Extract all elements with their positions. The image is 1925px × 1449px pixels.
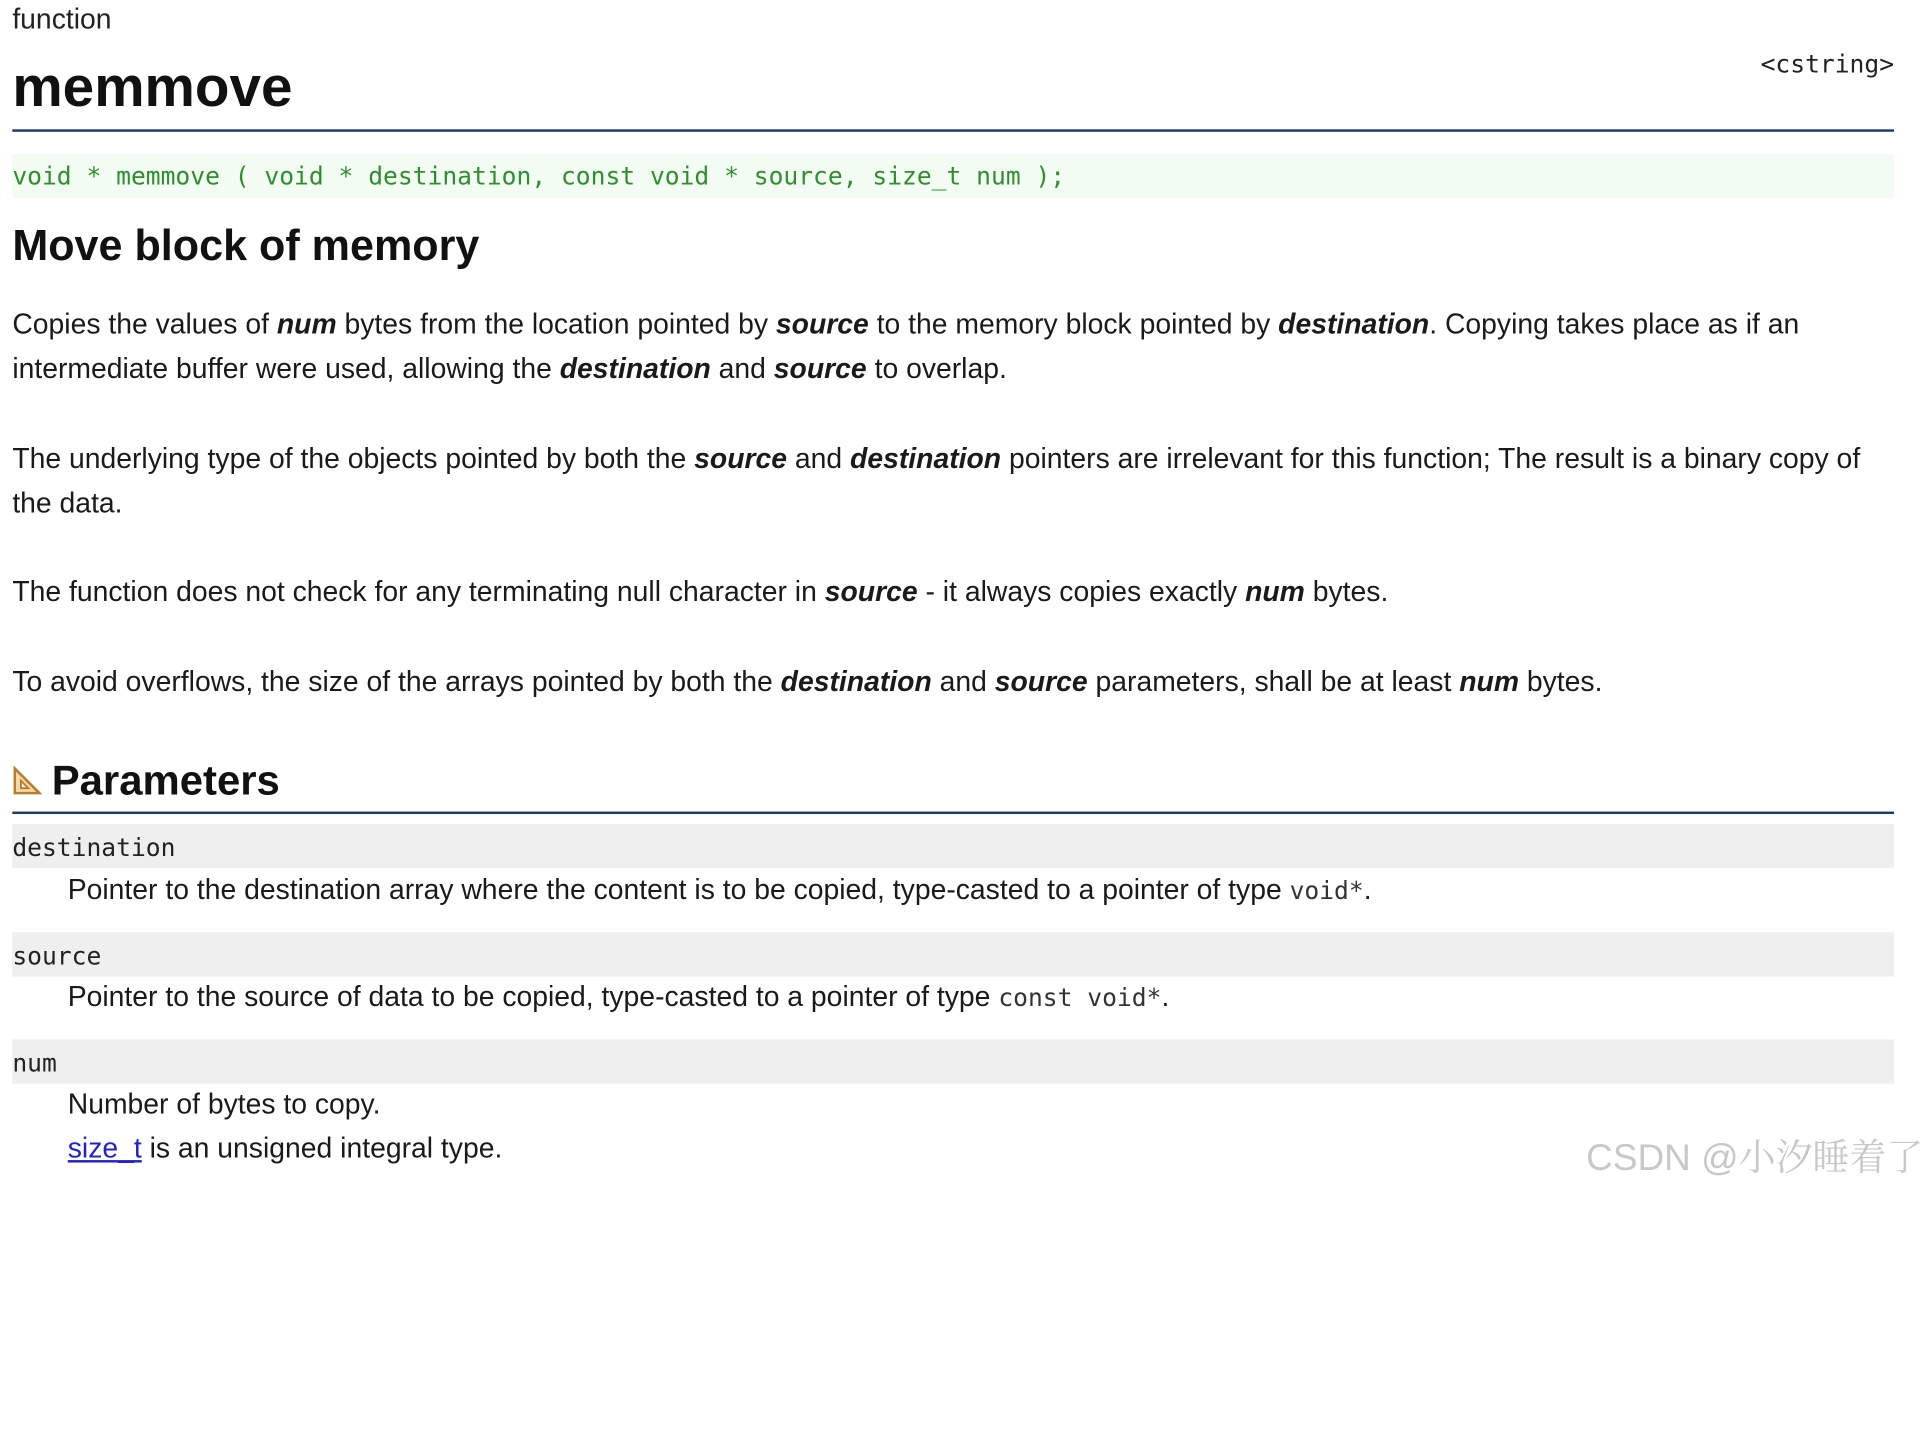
param-name: destination [12, 832, 176, 863]
entity-kind: function [12, 2, 112, 35]
watermark: CSDN @小汐睡着了 [1586, 1137, 1924, 1179]
function-prototype: void * memmove ( void * destination, const void * source, size_t num ); [12, 161, 1066, 191]
code-type: void* [1289, 875, 1364, 906]
text: . [1363, 873, 1372, 906]
page-title: memmove [12, 54, 293, 119]
param-row-num [12, 1039, 1894, 1083]
code-type: const void* [998, 982, 1162, 1013]
description-paragraph-2 [12, 436, 1894, 525]
description-paragraph-4 [12, 659, 1894, 703]
emphasis: source [773, 352, 867, 385]
emphasis: num [276, 307, 337, 340]
text: . [1161, 980, 1170, 1013]
param-name: num [12, 1048, 57, 1078]
text: Pointer to the destination array where the content is to be copied, type-casted to a pointer of type [67, 873, 1290, 906]
title-divider [12, 129, 1894, 131]
text: bytes. [1519, 665, 1603, 698]
text: to the memory block pointed by [868, 307, 1279, 340]
param-row-destination [12, 824, 1894, 868]
size-t-link[interactable]: size_t [67, 1131, 142, 1164]
param-note [68, 1132, 503, 1165]
section-subtitle: Move block of memory [12, 221, 480, 270]
text: Pointer to the source of data to be copied, type-casted to a pointer of type [67, 980, 999, 1013]
text: parameters, shall be at least [1087, 665, 1460, 698]
text: The function does not check for any terminating null character in [12, 575, 825, 608]
text: - it always copies exactly [917, 575, 1246, 608]
param-row-source [12, 932, 1894, 976]
parameters-divider [12, 812, 1894, 814]
param-description [68, 980, 1170, 1013]
parameters-title: Parameters [51, 756, 280, 804]
emphasis: source [775, 307, 869, 340]
text: To avoid overflows, the size of the arrays pointed by both the [12, 665, 781, 698]
text: pointers are irrelevant for this function; The result is a binary copy of the data. [12, 442, 1861, 519]
emphasis: destination [1278, 307, 1430, 340]
emphasis: destination [780, 665, 932, 698]
description-paragraph-1 [12, 302, 1894, 391]
emphasis: num [1459, 665, 1520, 698]
text: to overlap. [866, 352, 1007, 385]
emphasis: source [694, 442, 788, 475]
text: . Copying takes place as if an intermediate buffer were used, allowing the [12, 307, 1800, 385]
text: is an unsigned integral type. [141, 1131, 503, 1164]
param-description: Number of bytes to copy. [67, 1087, 381, 1120]
param-description [68, 873, 1372, 906]
emphasis: destination [850, 442, 1002, 475]
emphasis: source [824, 575, 918, 608]
emphasis: num [1245, 575, 1305, 608]
triangle-ruler-icon [12, 766, 42, 796]
text: Copies the values of [12, 307, 277, 340]
text: and [787, 442, 851, 475]
text: and [931, 665, 995, 698]
header-file-label: <cstring> [1760, 49, 1895, 79]
parameters-heading [12, 754, 280, 808]
text: bytes. [1304, 575, 1389, 608]
text: bytes from the location pointed by [336, 307, 776, 340]
emphasis: destination [559, 352, 711, 385]
text: The underlying type of the objects pointed by both the [12, 442, 695, 475]
emphasis: source [994, 665, 1088, 698]
description-paragraph-3 [12, 569, 1894, 613]
param-name: source [12, 940, 102, 971]
text: and [710, 352, 774, 385]
